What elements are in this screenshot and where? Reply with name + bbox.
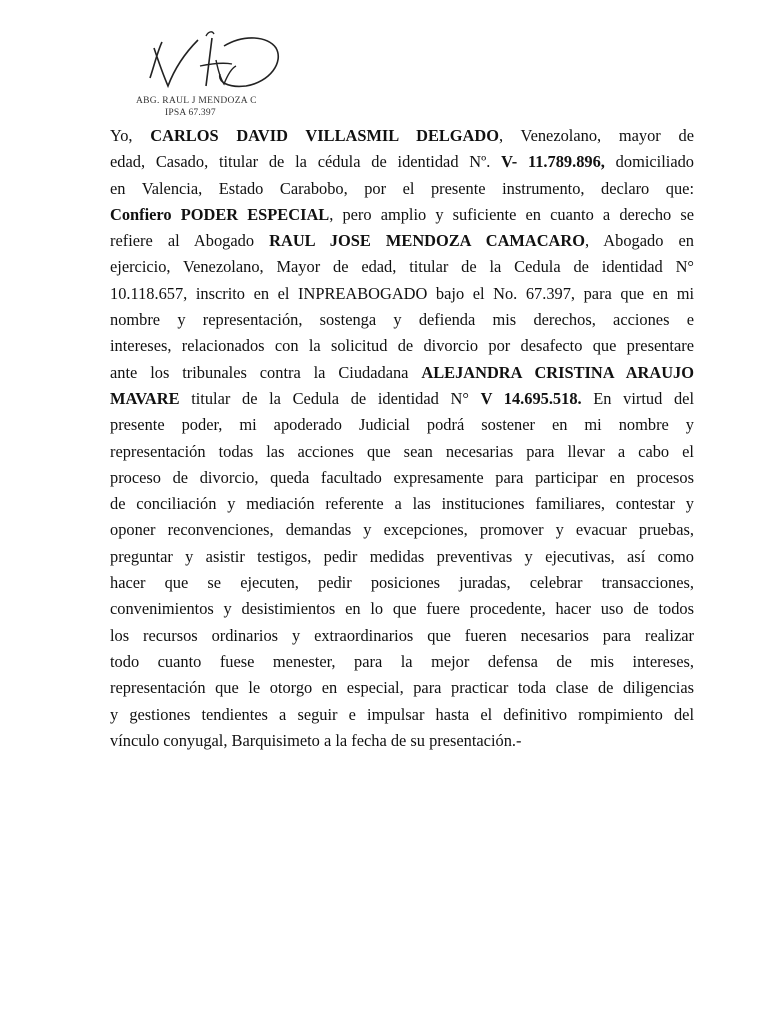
paragraph-line [110,307,694,333]
paragraph-line [110,517,694,543]
paragraph-line [110,360,694,386]
paragraph-line [110,465,694,491]
bold-text: CARLOS DAVID VILLASMIL DELGADO [150,126,499,145]
paragraph-line [110,123,694,149]
paragraph-line [110,570,694,596]
text-run: y gestiones tendientes a seguir e impulsar hasta el definitivo rompimiento del [110,704,694,724]
text-run: todo cuanto fuese menester, para la mejor defensa de mis intereses, [110,651,694,671]
text-run: , Venezolano, mayor de [498,126,694,145]
paragraph-line [110,228,694,254]
signature-stamp [128,26,318,126]
paragraph-line [110,333,694,359]
text-run: oponer reconvenciones, demandas y excepciones, promover y evacuar pruebas, [110,520,694,540]
paragraph-line [110,623,694,649]
text-run: domiciliado [604,152,694,172]
text-run: ejercicio, Venezolano, Mayor de edad, titular de la Cedula de identidad N° [110,257,694,277]
text-run: representación todas las acciones que sean necesarias para llevar a cabo el [110,441,694,461]
text-run: nombre y representación, sostenga y defienda mis derechos, acciones e [110,310,694,330]
paragraph-line [110,254,694,280]
bold-text: MAVARE [110,388,180,408]
stamp-ipsa-number: IPSA 67.397 [165,108,216,118]
bold-text: V- 11.789.896, [501,152,605,172]
text-run: refiere al Abogado [110,231,270,251]
text-run: vínculo conyugal, Barquisimeto a la fecha de su presentación.- [110,730,522,750]
text-run: presente poder, mi apoderado Judicial podrá sostener en mi nombre y [110,415,694,435]
text-run: , Abogado en [584,231,694,251]
text-run: titular de la Cedula de identidad N° [179,388,481,408]
paragraph-line [110,702,694,728]
text-run: , pero amplio y suficiente en cuanto a derecho se [329,204,694,224]
paragraph-line [110,149,694,175]
text-run: representación que le otorgo en especial, para practicar toda clase de diligencias [110,678,694,698]
bold-text: Confiero PODER ESPECIAL [110,204,330,224]
text-run: convenimientos y desistimientos en lo que fuere procedente, hacer uso de todos [110,599,694,619]
text-run: intereses, relacionados con la solicitud de divorcio por desafecto que presentare [110,336,694,356]
paragraph-line [110,386,694,412]
bold-text: V 14.695.518. [480,388,582,408]
text-run: en Valencia, Estado Carabobo, por el presente instrumento, declaro que: [110,178,694,198]
text-run: En virtud del [581,388,694,408]
bold-text: RAUL JOSE MENDOZA CAMACARO [269,231,585,251]
paragraph-line [110,596,694,622]
paragraph-line [110,202,694,228]
text-run: preguntar y asistir testigos, pedir medidas preventivas y ejecutivas, así como [110,546,694,566]
text-run: 10.118.657, inscrito en el INPREABOGADO bajo el No. 67.397, para que en mi [110,283,694,303]
paragraph-line [110,649,694,675]
paragraph-line [110,544,694,570]
paragraph-line [110,728,694,754]
text-run: los recursos ordinarios y extraordinarios que fueren necesarios para realizar [110,625,694,645]
paragraph-line [110,412,694,438]
paragraph-line [110,439,694,465]
text-run: de conciliación y mediación referente a las instituciones familiares, contestar y [110,494,694,514]
text-run: hacer que se ejecuten, pedir posiciones juradas, celebrar transacciones, [110,573,694,593]
text-run: Yo, [110,126,151,145]
paragraph-line [110,281,694,307]
handwritten-signature [128,26,318,106]
paragraph-line [110,176,694,202]
text-run: edad, Casado, titular de la cédula de identidad Nº. [110,152,502,172]
paragraph-line [110,491,694,517]
stamp-lawyer-name: ABG. RAUL J MENDOZA C [136,96,257,106]
paragraph-line [110,675,694,701]
text-run: ante los tribunales contra la Ciudadana [110,362,422,382]
document-body [110,123,694,754]
text-run: proceso de divorcio, queda facultado expresamente para participar en procesos [110,467,694,487]
bold-text: ALEJANDRA CRISTINA ARAUJO [421,362,694,382]
